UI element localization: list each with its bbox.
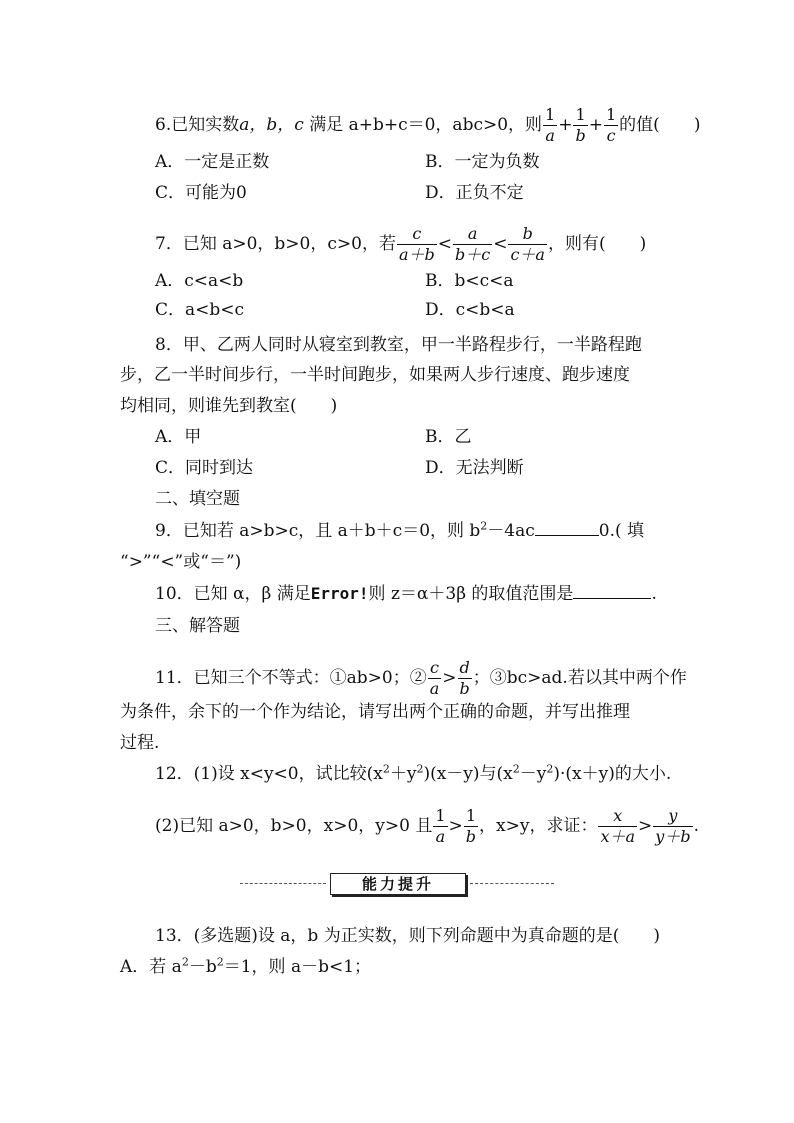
- q6-vars: a，b，c: [239, 115, 304, 135]
- q8-option-d: D．无法判断: [425, 458, 524, 478]
- section-fill-in-heading: 二、填空题: [155, 489, 240, 509]
- numerator: 1: [435, 806, 446, 825]
- numerator: a: [453, 224, 492, 245]
- q9-suffix: 0.( 填: [598, 521, 645, 541]
- q7-prefix: 7．已知 a>0，b>0，c>0，若: [155, 234, 396, 254]
- less-than-sign: <: [437, 234, 452, 254]
- fraction-a-over-b-plus-c: [453, 224, 492, 265]
- greater-than-sign: >: [448, 816, 463, 836]
- numerator: c: [428, 658, 442, 679]
- numerator: d: [459, 658, 470, 677]
- greater-than-sign: >: [442, 668, 457, 688]
- q13-text: －b: [188, 957, 217, 977]
- fraction-1-over-a: [433, 806, 447, 847]
- fraction-b-over-c-plus-a: [508, 224, 547, 265]
- fraction-1-over-b: [573, 105, 587, 146]
- q7-suffix: ，则有(: [547, 234, 606, 254]
- fill-blank: [535, 519, 599, 536]
- q8-option-c: C．同时到达: [155, 458, 254, 478]
- q6-option-d: D．正负不定: [425, 183, 524, 203]
- q12-text: )·(x＋y)的大小.: [553, 764, 672, 784]
- fraction-y-over-y-plus-b: [653, 806, 692, 847]
- denominator: a＋b: [398, 245, 435, 264]
- numerator: 1: [605, 105, 617, 124]
- superscript: 2: [216, 955, 224, 969]
- question-12-part-1: [155, 762, 671, 786]
- numerator: y: [653, 806, 692, 827]
- period: .: [693, 816, 699, 836]
- close-paren: ): [639, 234, 647, 254]
- close-paren: ): [653, 926, 660, 946]
- q7-option-d: D．c<b<a: [425, 300, 515, 320]
- question-10: [155, 582, 657, 606]
- denominator: a: [435, 827, 446, 846]
- q10-prefix: 10．已知 α，β 满足: [155, 584, 311, 604]
- dashed-rule: [240, 883, 326, 884]
- q8-line-3-text: 均相同，则谁先到教室(: [120, 396, 297, 416]
- denominator: c: [606, 126, 616, 145]
- question-11: [155, 658, 687, 699]
- q7-option-a: A．c<a<b: [155, 271, 244, 291]
- close-paren: ): [330, 396, 338, 416]
- section-solution-heading: 三、解答题: [155, 616, 240, 636]
- fraction-x-over-x-plus-a: [598, 806, 637, 847]
- question-13: [155, 924, 660, 948]
- question-9: [155, 519, 644, 543]
- denominator: y＋b: [655, 827, 691, 846]
- numerator: 1: [573, 105, 587, 126]
- q12-text: －y: [519, 764, 547, 784]
- q12-text: ，x>y，求证：: [479, 816, 598, 836]
- q8-line-3: [120, 394, 337, 418]
- less-than-sign: <: [493, 234, 508, 254]
- q9-line-2: “>”“<”或“＝”): [120, 552, 242, 572]
- fraction-1-over-c: [604, 105, 618, 146]
- q11-prefix: 11．已知三个不等式：①ab>0；②: [155, 668, 427, 688]
- denominator: b: [465, 827, 477, 846]
- period: .: [651, 584, 657, 604]
- q12-text: (2)已知 a>0，b>0，x>0，y>0 且: [155, 816, 433, 836]
- denominator: b: [459, 679, 470, 698]
- superscript: 2: [416, 762, 424, 776]
- denominator: b: [575, 126, 586, 145]
- fraction-c-over-a-plus-b: [397, 224, 437, 265]
- q8-line-2: 步，乙一半时间步行，一半时间跑步，如果两人步行速度、跑步速度: [120, 365, 630, 385]
- q8-option-a: A．甲: [155, 427, 202, 447]
- banner-title: 能力提升: [330, 873, 466, 895]
- question-6: [155, 105, 700, 146]
- denominator: b＋c: [455, 245, 491, 264]
- q8-option-b: B．乙: [425, 427, 472, 447]
- superscript: 2: [181, 955, 189, 969]
- fill-blank: [573, 582, 651, 599]
- plus-sign: +: [588, 115, 603, 135]
- dashed-rule: [470, 883, 554, 884]
- numerator: x: [598, 806, 637, 827]
- question-7: [155, 224, 646, 265]
- superscript: 2: [512, 762, 520, 776]
- superscript: 2: [382, 762, 390, 776]
- q6-option-a: A．一定是正数: [155, 152, 270, 172]
- error-text: Error!: [310, 584, 369, 603]
- numerator: b: [508, 224, 547, 245]
- fraction-c-over-a: [428, 658, 442, 699]
- q6-prefix: 6.已知实数: [155, 115, 240, 135]
- q9-mid: －4ac: [487, 521, 535, 541]
- q13-text: 13．(多选题)设 a，b 为正实数，则下列命题中为真命题的是(: [155, 926, 620, 946]
- numerator: 1: [464, 806, 478, 827]
- q12-text: )(x－y)与(x: [423, 764, 513, 784]
- q11-line-2: 为条件，余下的一个作为结论，请写出两个正确的命题，并写出推理: [120, 702, 630, 722]
- q13-text: A．若 a: [120, 957, 182, 977]
- close-paren: ): [693, 115, 701, 135]
- q6-suffix: 的值(: [619, 115, 660, 135]
- q6-condition: 满足 a+b+c＝0，abc>0，则: [309, 115, 543, 135]
- denominator: a: [429, 679, 440, 698]
- denominator: a: [545, 126, 555, 145]
- q6-option-c: C．可能为0: [155, 183, 247, 203]
- q8-line-1: 8．甲、乙两人同时从寝室到教室，甲一半路程步行，一半路程跑: [155, 335, 642, 355]
- q13-option-a: [120, 955, 371, 979]
- denominator: x＋a: [600, 827, 636, 846]
- plus-sign: +: [558, 115, 573, 135]
- ability-banner: [240, 873, 554, 895]
- superscript: 2: [546, 762, 554, 776]
- question-12-part-2: [155, 806, 699, 847]
- q6-option-b: B．一定为负数: [425, 152, 540, 172]
- greater-than-sign: >: [638, 816, 653, 836]
- q13-text: ＝1，则 a－b<1；: [223, 957, 372, 977]
- q9-prefix: 9．已知若 a>b>c，且 a＋b＋c＝0，则 b: [155, 521, 481, 541]
- fraction-1-over-a: [543, 105, 557, 146]
- q7-option-b: B．b<c<a: [425, 271, 514, 291]
- numerator: 1: [545, 105, 556, 124]
- q11-suffix: ；③bc>ad.若以其中两个作: [472, 668, 687, 688]
- fraction-1-over-b: [464, 806, 478, 847]
- fraction-d-over-b: [458, 658, 472, 699]
- q7-option-c: C．a<b<c: [155, 300, 245, 320]
- q12-text: ＋y: [389, 764, 417, 784]
- q10-suffix: 则 z＝α＋3β 的取值范围是: [368, 584, 574, 604]
- q12-text: 12．(1)设 x<y<0，试比较(x: [155, 764, 383, 784]
- q11-line-3: 过程.: [120, 733, 160, 753]
- denominator: c＋a: [510, 245, 545, 264]
- superscript: 2: [480, 519, 488, 533]
- numerator: c: [397, 224, 437, 245]
